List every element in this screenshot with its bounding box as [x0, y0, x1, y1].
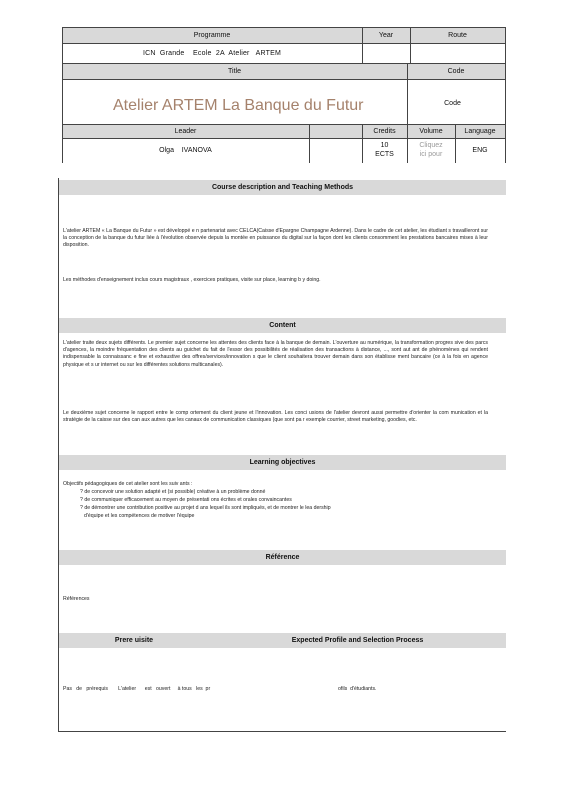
rule: [505, 27, 506, 163]
content-text-1: L'atelier traite deux sujets différents. Le premier sujet concerne les attentes des clients face à la banque de demain. L'ouverture au numérique, la transformation progres sive des parcs d'agences, la moindre fréquentation des clients au guichet du fait de l'essor des possibilités de réalisation des transactions à distance, ..., sont aut ant de phénomènes qui rendent indispensable la connaissanc e fine et exhaustive des offres/services/innovation s que le client souhaitera trouver demain dans son établisse ment bancaire (ce à la fois en agence physique et s ur internet ou sur les différentes solutions multicanales).: [63, 340, 488, 368]
code-value: Code: [444, 99, 461, 107]
rule: [407, 63, 408, 125]
content-heading: Content: [59, 318, 506, 333]
reference-text: Références: [63, 596, 90, 602]
credits-label: Credits: [373, 128, 396, 135]
rule: [62, 63, 506, 64]
expected-profile-text: ofils d'étudiants.: [338, 686, 377, 692]
rule: [62, 43, 506, 44]
teaching-methods-text: Les méthodes d'enseignement inclus cours magistraux , exercices pratiques, visite sur place, learning b y doing.: [63, 277, 321, 283]
leader-value: Olga IVANOVA: [159, 146, 212, 154]
rule: [62, 138, 506, 139]
rule: [62, 124, 506, 125]
rule: [62, 79, 506, 80]
objective-item: ? de démontrer une contribution positive au projet d ans lequel ils sont impliqués, et de montrer le lea dership: [80, 505, 331, 511]
prerequisite-text: Pas de prérequis L'atelier est ouvert à tous les pr: [63, 686, 211, 692]
rule: [62, 27, 63, 163]
rule: [407, 124, 408, 163]
course-description-text: L'atelier ARTEM « La Banque du Futur » est développé e n partenariat avec CELCA(Caisse d'Epargne Champagne Ardenne). Dans le cadre de cet atelier, les étudiant s travailleront sur la conception de la banque du futur liée à l'évolution observée depuis la montée en puissance du digital sur la façon dont les clients consomment les prestations bancaires mises à leur disposition.: [63, 228, 488, 249]
prerequisite-heading: Prere uisite: [114, 637, 154, 644]
rule: [362, 124, 363, 163]
rule: [410, 27, 411, 64]
reference-heading: Référence: [59, 550, 506, 565]
rule: [362, 27, 363, 64]
programme-value: ICN Grande Ecole 2A Atelier ARTEM: [142, 49, 281, 57]
objective-item: d'équipe et les compétences de motiver l'équipe: [84, 513, 195, 519]
course-title: Atelier ARTEM La Banque du Futur: [113, 97, 364, 114]
leader-label: Leader: [174, 128, 197, 135]
expected-profile-heading: Expected Profile and Selection Process: [291, 637, 424, 644]
code-label: Code: [447, 68, 465, 75]
title-label: Title: [228, 68, 241, 75]
rule: [62, 27, 506, 28]
content-text-2: Le deuxième sujet concerne le rapport entre le comp ortement du client jeune et l'innovation. Les conci usions de l'atelier devront aussi permettre d'orienter la com munication et la stratégie de la caisse sur des can aux autres que les canaux de communication classiques (que sont pa r exemple courrier, street marketing, goodies, etc.: [63, 410, 488, 424]
volume-label: Volume: [419, 128, 443, 135]
body-bottom-rule: [58, 731, 506, 732]
programme-label: Programme: [193, 32, 231, 39]
learning-objectives-heading: Learning objectives: [59, 455, 506, 470]
objective-item: ? de concevoir une solution adapté et (si possible) créative à un problème donné: [80, 489, 266, 495]
course-description-heading: Course description and Teaching Methods: [59, 180, 506, 195]
language-value: ENG: [472, 146, 488, 154]
rule: [455, 124, 456, 163]
volume-value[interactable]: Cliquez ici pour: [419, 142, 443, 158]
route-label: Route: [448, 32, 467, 39]
rule: [309, 124, 310, 163]
objectives-intro: Objectifs pédagogiques de cet atelier sont les suiv ants :: [63, 481, 193, 487]
year-label: Year: [378, 32, 394, 39]
objective-item: ? de communiquer efficacement au moyen de présentati ons écrites et orales convaincantes: [80, 497, 292, 503]
credits-value: 10 ECTS: [375, 142, 394, 158]
language-label: Language: [464, 128, 496, 135]
